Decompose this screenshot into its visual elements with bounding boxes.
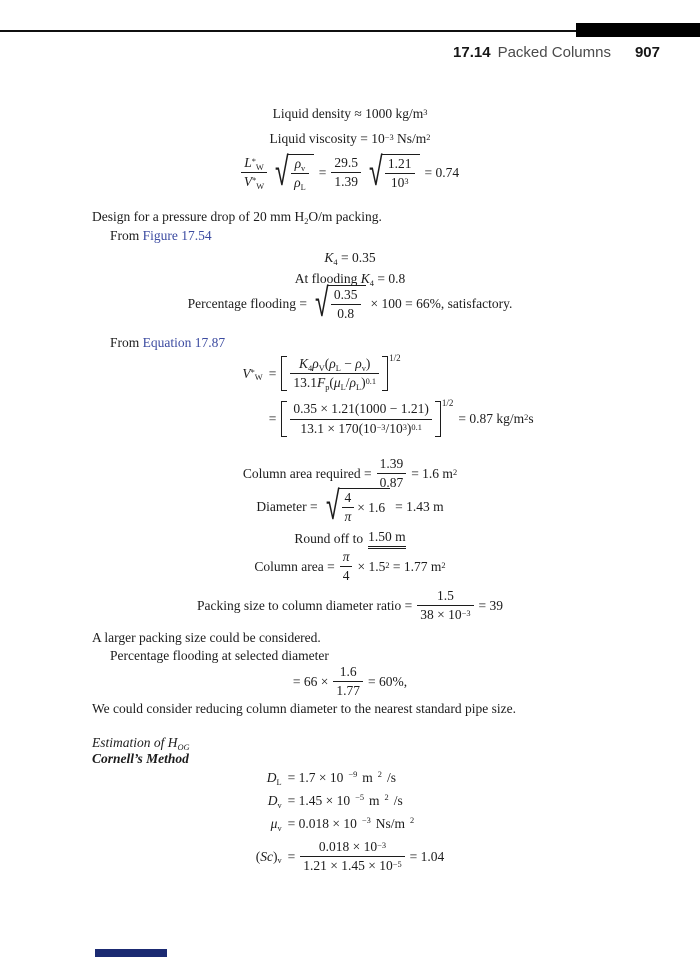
- equation-flow-ratio: [0, 149, 700, 195]
- math-numerator: 1.6: [333, 664, 363, 682]
- math-numerator: $L^*_W$: [241, 155, 267, 173]
- equation-result: = 1.43 m: [395, 498, 444, 514]
- paragraph-design-note: Design for a pressure drop of 20 mm $H_2O/m$ packing.: [92, 209, 382, 226]
- radical-icon: √: [368, 149, 383, 195]
- equation-rhs: = 1.7 × 10 $^{-9}$ m $^2$ /s: [287, 770, 396, 785]
- equation-text: Liquid viscosity = $10^{-3}$ $Ns/m^2$: [269, 131, 431, 146]
- equation-percentage-flooding: [0, 280, 700, 326]
- equation-lead: = 66 ×: [292, 673, 329, 689]
- math-fraction: [291, 156, 309, 191]
- paragraph-from-figure: [110, 228, 212, 244]
- paragraph-reduce-diameter: We could consider reducing column diameter to the nearest standard pipe size.: [92, 701, 517, 716]
- equation-liquid-density: [0, 106, 700, 122]
- figure-link[interactable]: Figure 17.54: [142, 228, 212, 243]
- paragraph-flooding-selected: Percentage flooding at selected diameter: [110, 648, 329, 663]
- math-fraction: [290, 401, 432, 436]
- equation-result: = 39: [478, 597, 504, 613]
- math-fraction: [377, 456, 407, 491]
- equation-cornell-block: [0, 770, 700, 874]
- chapter-edge-tab: [576, 23, 700, 37]
- heading-estimation-hog: Estimation of $H_{OG}$: [92, 735, 190, 752]
- math-square-root: [312, 280, 366, 326]
- math-factor: × 1.6: [357, 499, 386, 515]
- equation-result: = 1.6 $m^2$: [411, 465, 458, 481]
- math-fraction: [331, 287, 361, 322]
- equals-sign: =: [268, 365, 277, 381]
- equation-column-area: [0, 549, 700, 584]
- math-numerator: $K_4\rho_V(\rho_L - \rho_v)$: [290, 356, 379, 374]
- math-denominator: 4: [342, 568, 350, 584]
- equation-label: Percentage flooding =: [187, 295, 307, 311]
- math-denominator: $10^3$: [390, 175, 409, 191]
- math-denominator: $1.21 \times 1.45 \times 10^{-5}$: [303, 858, 402, 874]
- math-numerator: $\rho_v$: [291, 156, 309, 174]
- paragraph-from-equation: [110, 335, 225, 351]
- equation-label: Packing size to column diameter ratio =: [196, 597, 413, 613]
- equation-flooding-selected: [0, 664, 700, 699]
- equation-result: = 0.87 $kg/m^2s$: [458, 411, 534, 427]
- math-denominator: $13.1F_p(\mu_L/\rho_L)^{0.1}$: [293, 375, 377, 392]
- section-title: Packed Columns: [497, 44, 611, 61]
- equation-label: Diameter =: [256, 498, 318, 514]
- math-fraction: [385, 156, 415, 191]
- math-fraction: [331, 155, 361, 190]
- equation-result: × 100 = 66%, satisfactory.: [370, 295, 513, 311]
- right-bracket: [382, 356, 388, 391]
- left-bracket: [281, 356, 287, 391]
- math-numerator: 1.21: [385, 156, 415, 174]
- round-off-label: Round off to: [294, 531, 364, 546]
- left-bracket: [281, 401, 287, 436]
- math-numerator: 0.35: [331, 287, 361, 305]
- math-denominator: π: [344, 509, 352, 525]
- page-header: [453, 44, 660, 61]
- equation-lhs: $(Sc)_v$: [255, 848, 282, 866]
- equation-rhs: = 1.45 × 10 $^{-5}$ m $^2$ /s: [287, 793, 403, 808]
- equation-result: = 1.04: [409, 848, 445, 864]
- equals-sign: =: [287, 848, 296, 864]
- math-fraction: [417, 588, 473, 623]
- header-rule: [0, 30, 577, 32]
- math-square-root: [323, 483, 391, 529]
- math-square-root: [366, 149, 420, 195]
- bottom-link-annotation-bar: [95, 949, 167, 957]
- equation-text: $K_4 = 0.35$: [324, 250, 376, 267]
- equals-sign: =: [318, 164, 327, 180]
- paragraph-larger-packing: A larger packing size could be considered.: [92, 630, 321, 645]
- equation-lhs: $D_L$: [266, 770, 282, 787]
- math-exponent: 1/2: [441, 398, 454, 409]
- equation-column-area-required: [0, 456, 700, 491]
- equation-text: Liquid density ≈ 1000 $kg/m^3$: [272, 106, 428, 121]
- from-label: From: [110, 335, 140, 350]
- equation-link[interactable]: Equation 17.87: [142, 335, 226, 350]
- equation-liquid-viscosity: [0, 131, 700, 147]
- equation-result: = 0.74: [424, 164, 460, 180]
- round-off-value: 1.50 m: [368, 529, 406, 549]
- equation-lhs: $D_v$: [267, 793, 282, 810]
- equation-lhs: $V^*_W$: [242, 365, 263, 383]
- radical-icon: √: [325, 483, 340, 529]
- math-exponent: 1/2: [389, 353, 401, 363]
- math-denominator: $38 \times 10^{-3}$: [420, 607, 471, 623]
- math-fraction: [290, 356, 379, 391]
- heading-cornells-method: Cornell’s Method: [92, 751, 189, 766]
- math-numerator: 0.35 × 1.21(1000 − 1.21): [290, 401, 432, 419]
- math-denominator: 1.77: [336, 683, 360, 699]
- math-fraction: [300, 839, 404, 874]
- math-numerator: 4: [342, 490, 355, 508]
- equation-k4: [0, 250, 700, 266]
- math-fraction: [333, 664, 363, 699]
- section-number: 17.14: [453, 44, 491, 61]
- right-bracket: [435, 401, 441, 436]
- math-square-root: [272, 149, 314, 195]
- radical-icon: √: [275, 149, 289, 195]
- equation-label: Column area required =: [242, 465, 372, 481]
- equation-lhs: $\mu_v$: [270, 816, 282, 833]
- math-denominator: $13.1 \times 170(10^{-3}/10^3)^{0.1}$: [300, 420, 422, 436]
- equation-result: = 60%,: [368, 673, 408, 689]
- math-numerator: 1.39: [377, 456, 407, 474]
- math-denominator: 0.8: [337, 306, 355, 322]
- from-label: From: [110, 228, 140, 243]
- math-fraction: [340, 549, 353, 584]
- math-numerator: 29.5: [331, 155, 361, 173]
- statement-round-off: [0, 529, 700, 549]
- math-numerator: $0.018 \times 10^{-3}$: [300, 839, 404, 857]
- page-number: 907: [634, 44, 660, 61]
- equation-text: At flooding $K_4 = 0.8$: [294, 271, 406, 288]
- equation-rhs: = 0.018 × 10 $^{-3}$ Ns/m $^2$: [287, 816, 415, 831]
- math-denominator: $\rho_L$: [294, 175, 306, 192]
- equals-sign: =: [268, 411, 277, 427]
- math-numerator: π: [340, 549, 353, 567]
- math-denominator: 0.87: [379, 475, 404, 491]
- equation-vw: [0, 353, 700, 437]
- bracketed-group: [281, 356, 388, 391]
- math-fraction: [241, 155, 267, 190]
- math-denominator: $V^*_W$: [243, 174, 265, 191]
- equation-label: Column area =: [254, 558, 335, 574]
- equation-result: × $1.5^2 = 1.77$ $m^2$: [357, 558, 446, 574]
- radical-icon: √: [314, 280, 329, 326]
- math-fraction: [342, 490, 355, 525]
- math-denominator: 1.39: [334, 174, 358, 190]
- bracketed-group: [281, 401, 441, 436]
- equation-packing-ratio: [0, 588, 700, 623]
- math-numerator: 1.5: [417, 588, 473, 606]
